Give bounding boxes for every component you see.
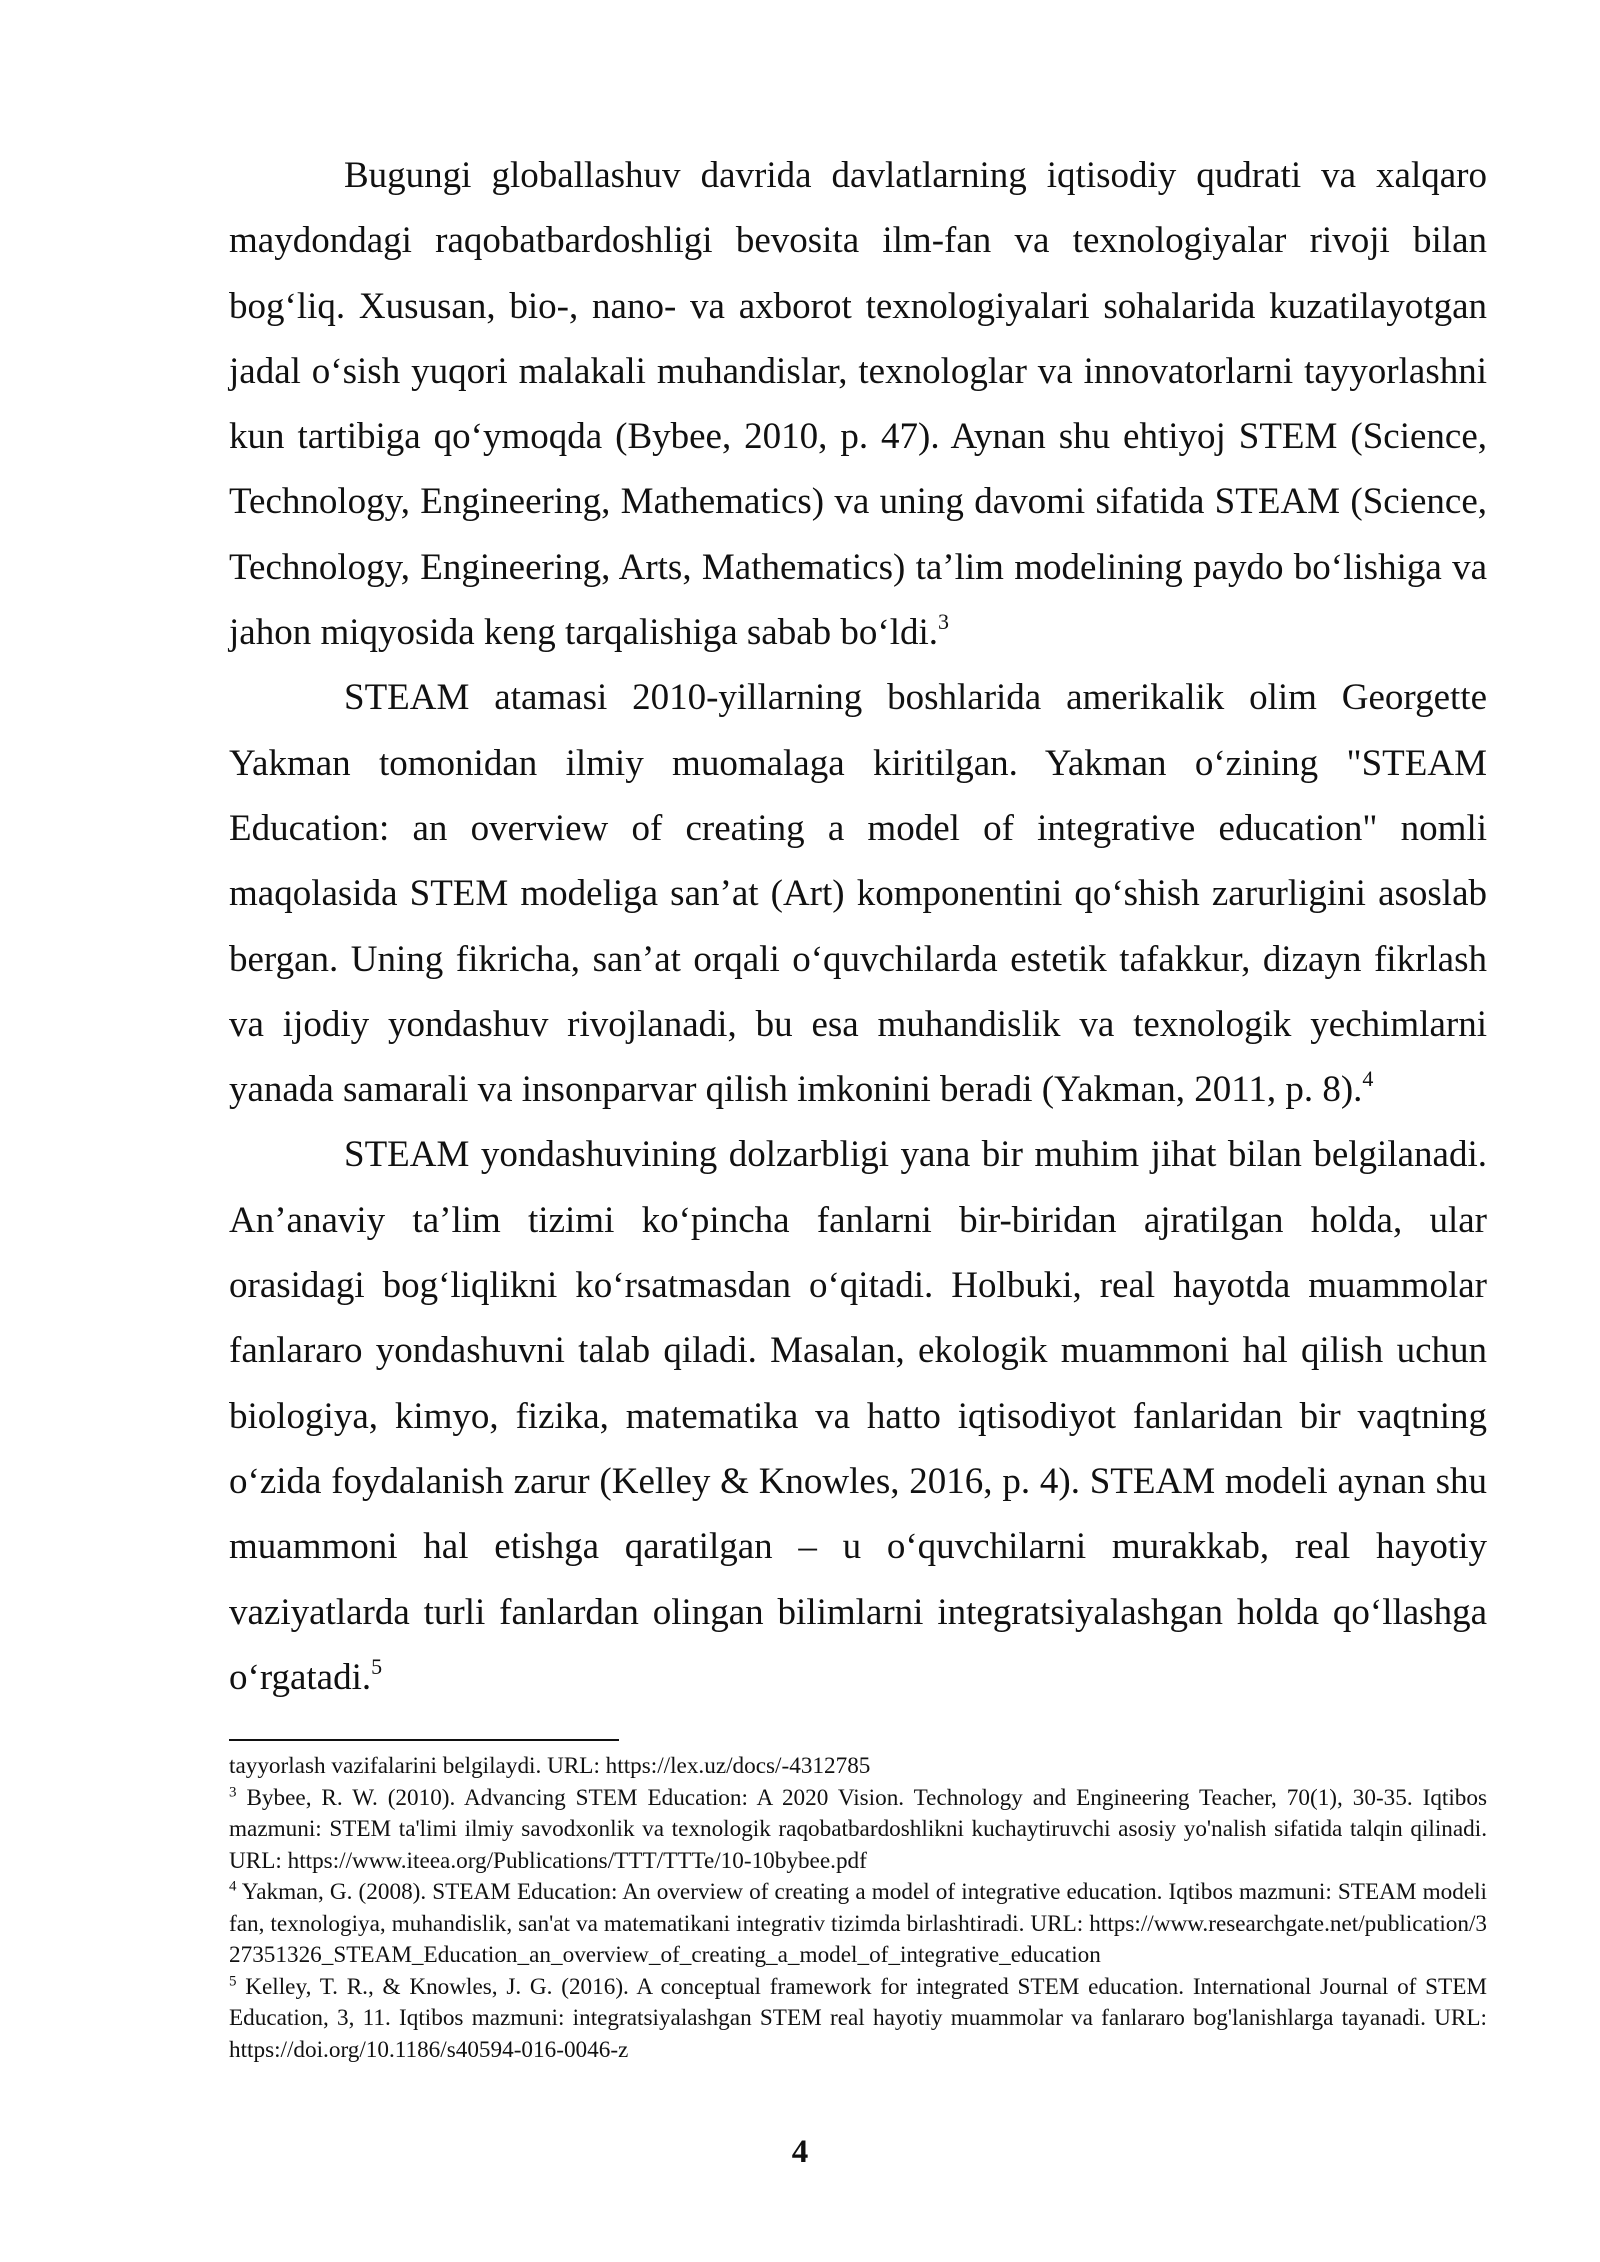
main-text (229, 143, 1487, 1710)
paragraph-1-text: Bugungi globallashuv davrida davlatlarning iqtisodiy qudrati va xalqaro maydondagi raqobatbardoshligi bevosita ilm-fan va texnologiyalar rivoji bilan bog‘liq. Xususan, bio-, nano- va axborot texnologiyalari sohalarida kuzatilayotgan jadal o‘sish yuqori malakali muhandislar, texnologlar va innovatorlarni tayyorlashni kun tartibiga qo‘ymoqda (Bybee, 2010, p. 47). Aynan shu ehtiyoj STEM (Science, Technology, Engineering, Mathematics) va uning davomi sifatida STEAM (Science, Technology, Engineering, Arts, Mathematics) ta’lim modelining paydo bo‘lishiga va jahon miqyosida keng tarqalishiga sabab bo‘ldi. (229, 155, 1487, 654)
footnote-4-number: 4 (229, 1878, 237, 1895)
footnote-4 (229, 1877, 1487, 1972)
footnote-3-text: Bybee, R. W. (2010). Advancing STEM Education: A 2020 Vision. Technology and Engineering Teacher, 70(1), 30-35. Iqtibos mazmuni: STEM ta'limi ilmiy savodxonlik va texnologik raqobatbardoshlikni kuchaytiruvchi asosiy yo'nalish sifatida talqin qilinadi. URL: https://www.iteea.org/Publications/TTT/TTTe/10-10bybee.pdf (229, 1784, 1488, 1874)
paragraph-3-text: STEAM yondashuvining dolzarbligi yana bir muhim jihat bilan belgilanadi. An’anaviy ta’lim tizimi ko‘pincha fanlarni bir-biridan ajratilgan holda, ular orasidagi bog‘liqlikni ko‘rsatmasdan o‘qitadi. Holbuki, real hayotda muammolar fanlararo yondashuvni talab qiladi. Masalan, ekologik muammoni hal qilish uchun biologiya, kimyo, fizika, matematika va hatto iqtisodiyot fanlaridan bir vaqtning o‘zida foydalanish zarur (Kelley & Knowles, 2016, p. 4). STEAM modeli aynan shu muammoni hal etishga qaratilgan – u o‘quvchilarni murakkab, real hayotiy vaziyatlarda turli fanlardan olingan bilimlarni integratsiyalashgan holda qo‘llashga o‘rgatadi. (229, 1134, 1487, 1698)
paragraph-2 (229, 665, 1487, 1122)
footnote-5-text: Kelley, T. R., & Knowles, J. G. (2016). A conceptual framework for integrated STEM education. International Journal of STEM Education, 3, 11. Iqtibos mazmuni: integratsiyalashgan STEM real hayotiy muammolar va fanlararo bog'lanishlarga tayanadi. URL: https://doi.org/10.1186/s40594-016-0046-z (229, 1973, 1487, 2063)
footnote-continued (229, 1751, 1487, 1783)
footnote-separator (229, 1739, 619, 1741)
footnote-ref-5[interactable]: 5 (371, 1653, 383, 1679)
paragraph-2-text: STEAM atamasi 2010-yillarning boshlarida amerikalik olim Georgette Yakman tomonidan ilmiy muomalaga kiritilgan. Yakman o‘zining "STEAM Education: an overview of creating a model of integrative education" nomli maqolasida STEM modeliga san’at (Art) komponentini qo‘shish zarurligini asoslab bergan. Uning fikricha, san’at orqali o‘quvchilarda estetik tafakkur, dizayn fikrlash va ijodiy yondashuv rivojlanadi, bu esa muhandislik va texnologik yechimlarni yanada samarali va insonparvar qilish imkonini beradi (Yakman, 2011, p. 8). (229, 677, 1487, 1111)
footnote-3-number: 3 (229, 1783, 237, 1800)
footnote-ref-3[interactable]: 3 (938, 608, 950, 634)
footnote-4-url[interactable]: https://www.researchgate.net/publication/327351326_STEAM_Education_an_overview_of_creating_a_model_of_integrative_education (229, 1910, 1488, 1968)
footnote-5-number: 5 (229, 1972, 237, 1989)
footnotes-section (229, 1751, 1487, 2066)
footnote-5 (229, 1972, 1487, 2067)
paragraph-1 (229, 143, 1487, 665)
paragraph-3 (229, 1122, 1487, 1710)
footnote-ref-4[interactable]: 4 (1362, 1065, 1374, 1091)
footnote-continued-text: tayyorlash vazifalarini belgilaydi. URL: https://lex.uz/docs/-4312785 (229, 1753, 871, 1779)
footnote-4-text: Yakman, G. (2008). STEAM Education: An overview of creating a model of integrative education. Iqtibos mazmuni: STEAM modeli fan, texnologiya, muhandislik, san'at va matematikani integrativ tizimda birlashtiradi. URL: (229, 1879, 1488, 1937)
footnote-3 (229, 1783, 1487, 1878)
page-number: 4 (791, 2134, 809, 2170)
